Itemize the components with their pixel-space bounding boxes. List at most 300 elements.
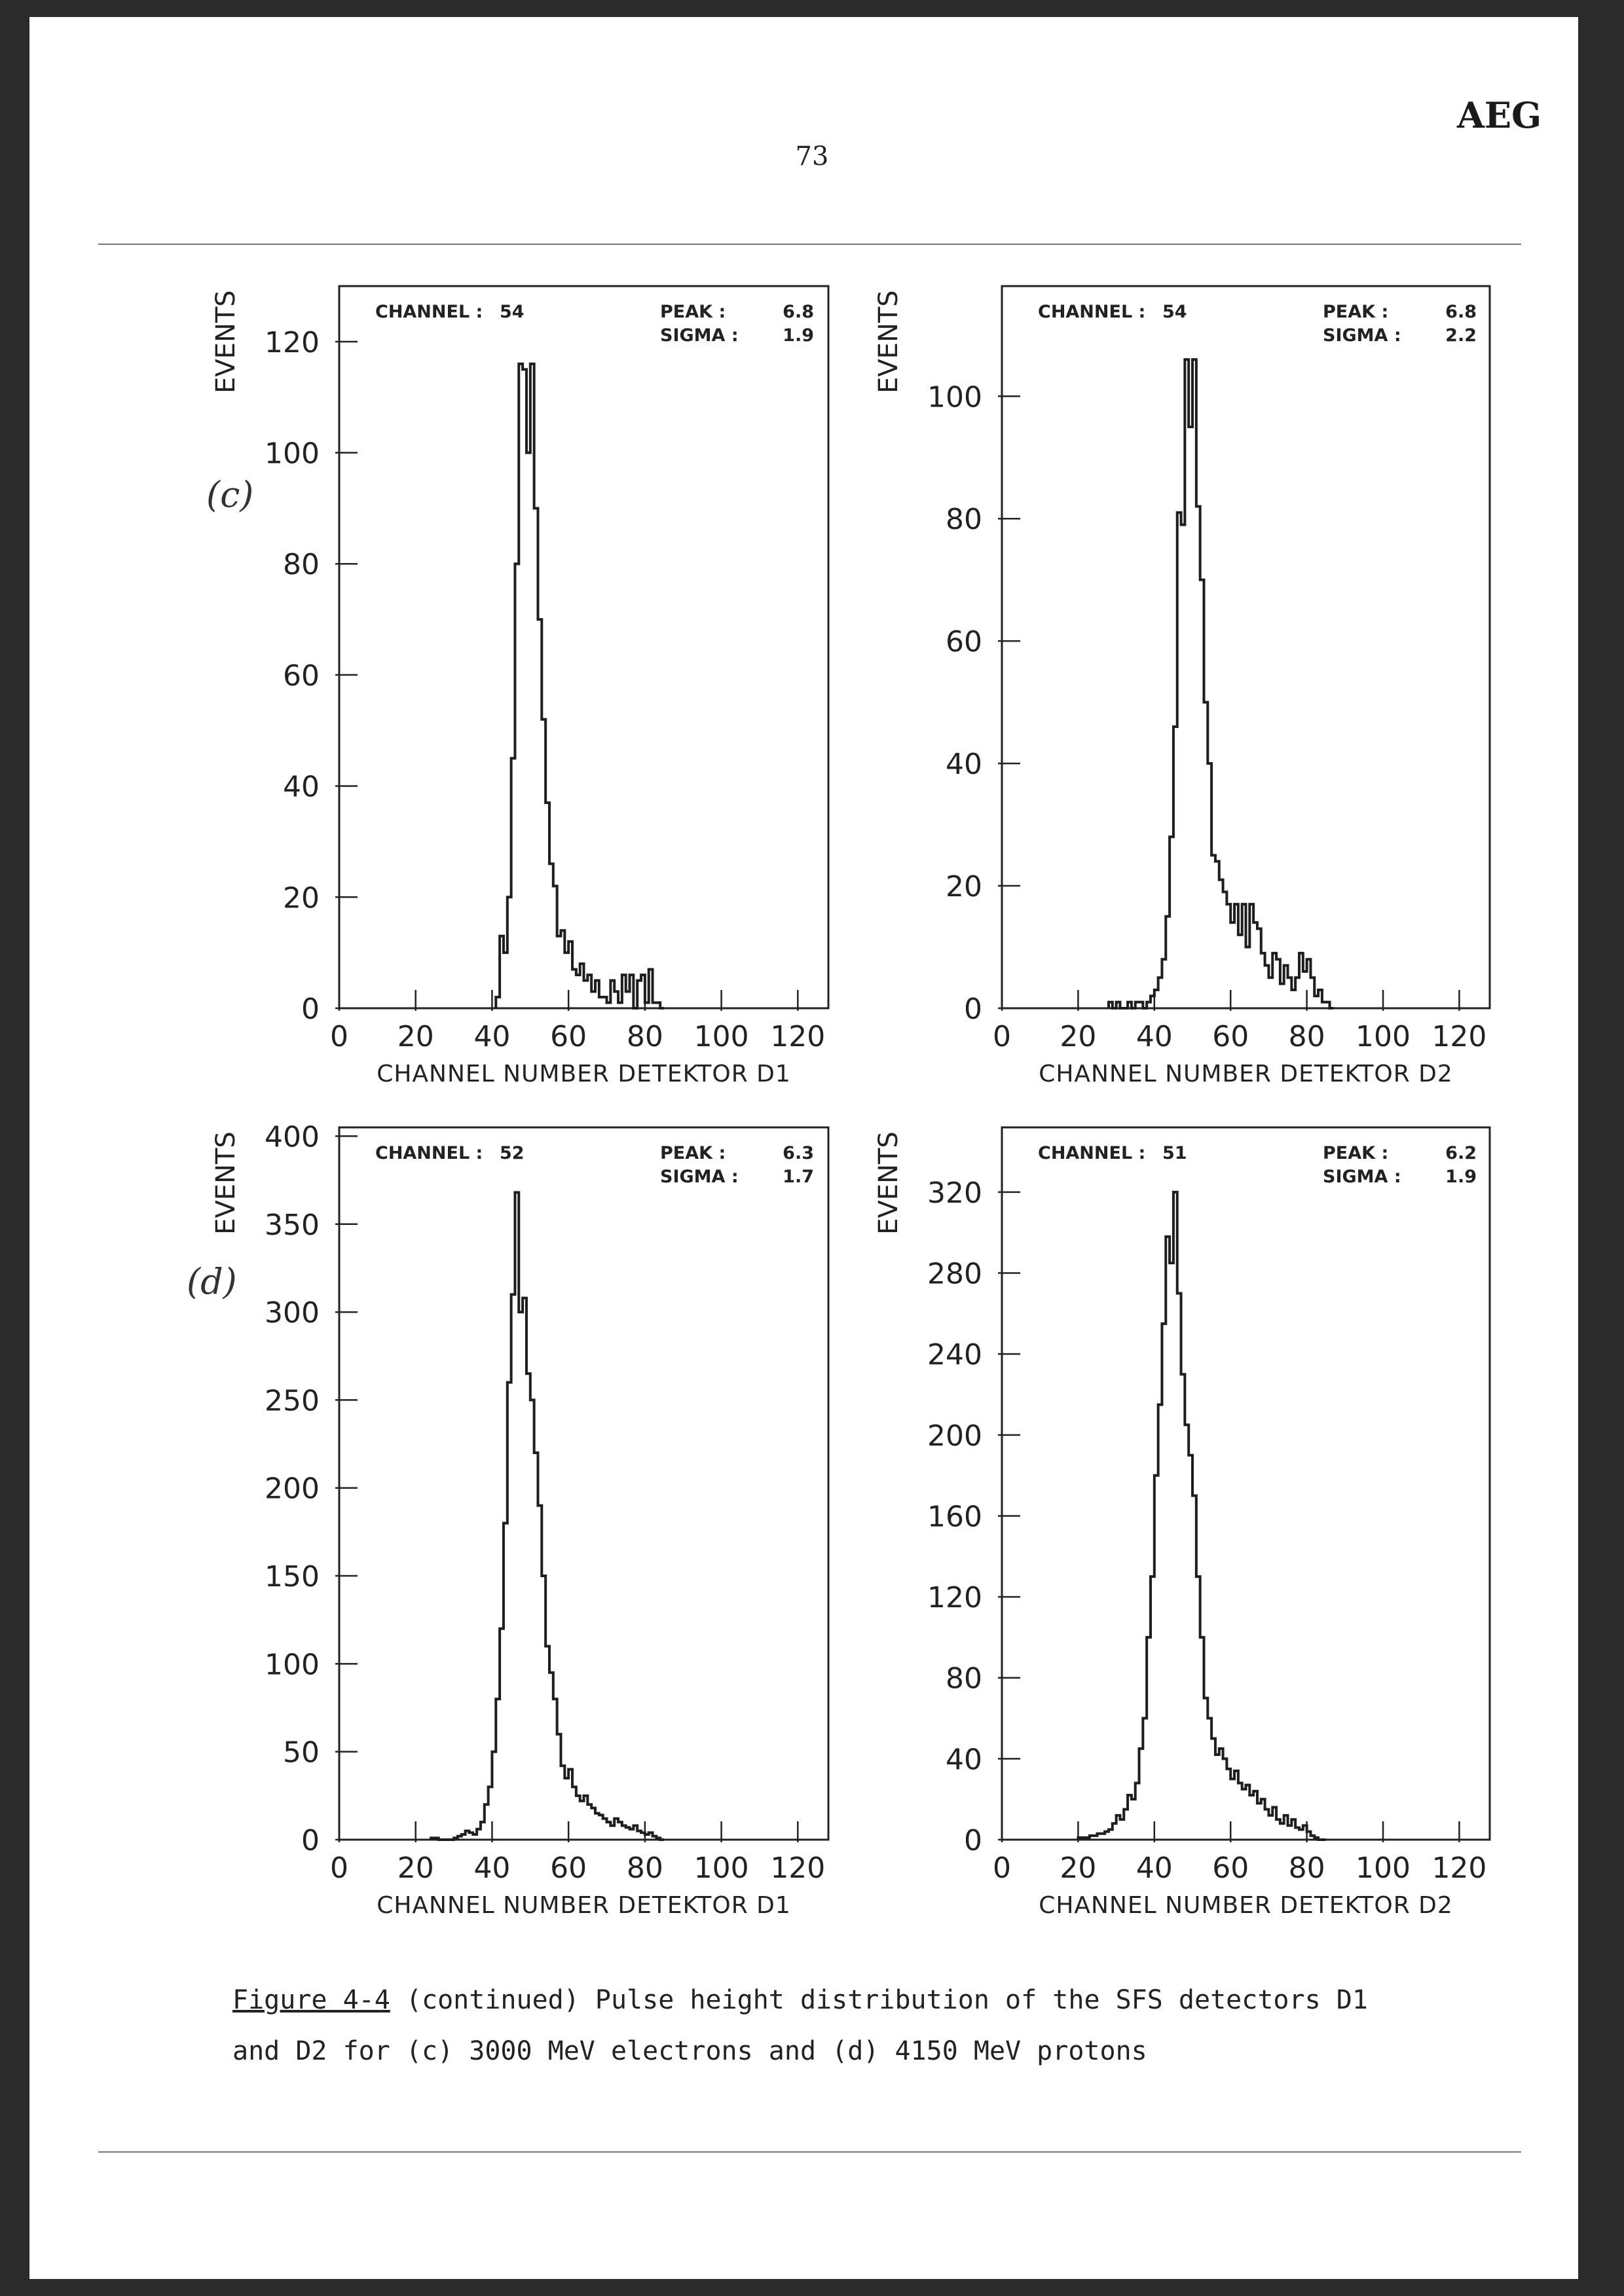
y-tick-label: 0 (301, 993, 320, 1026)
stat-peak-value: 6.8 (783, 302, 814, 322)
histogram-bin (1120, 1819, 1124, 1840)
histogram-bin (1181, 525, 1185, 1008)
histogram-bin (469, 1832, 473, 1840)
histogram-bin (523, 1298, 526, 1840)
histogram-bin (477, 1829, 481, 1840)
histogram-bin (1162, 1324, 1166, 1840)
x-tick-label: 120 (770, 1851, 826, 1885)
histogram-bin (530, 1400, 534, 1840)
histogram-bin (1219, 880, 1223, 1008)
y-axis-label: EVENTS (211, 290, 241, 393)
histogram-bin (610, 981, 614, 1008)
y-tick-label: 280 (927, 1257, 982, 1291)
x-tick-label: 120 (1431, 1020, 1487, 1053)
histogram-bin (1272, 953, 1276, 1008)
histogram-panel (874, 286, 1490, 1087)
histogram-bin (553, 1699, 557, 1840)
histogram-bin (630, 1829, 634, 1840)
figure-reference: Figure 4-4 (232, 1985, 390, 2015)
stat-channel-value: 54 (1162, 302, 1187, 322)
stat-peak-label: PEAK : (660, 1143, 726, 1163)
histogram-bin (1272, 1808, 1276, 1840)
stat-peak-label: PEAK : (660, 302, 726, 322)
histogram-bin (1147, 1637, 1151, 1840)
histogram-bin (545, 1646, 549, 1840)
histogram-bin (1261, 953, 1265, 1008)
histogram-bin (507, 897, 511, 1008)
y-tick-label: 240 (927, 1338, 982, 1372)
y-tick-label: 50 (283, 1736, 320, 1770)
histogram-bin (587, 1804, 591, 1840)
stat-sigma-label: SIGMA : (1323, 325, 1401, 346)
histogram-bin (1322, 1002, 1326, 1008)
histogram-bin (1082, 1838, 1086, 1840)
histogram-bin (622, 1826, 626, 1840)
histogram-bin (633, 1826, 637, 1840)
y-tick-label: 200 (265, 1472, 320, 1506)
histogram-bin (492, 1752, 496, 1840)
histogram-bin (1211, 1738, 1215, 1840)
stat-sigma-label: SIGMA : (1323, 1167, 1401, 1187)
y-tick-label: 20 (283, 881, 320, 915)
histogram-bin (511, 758, 515, 1008)
histogram-bin (519, 364, 523, 1008)
x-tick-label: 0 (330, 1851, 348, 1885)
histogram-bin (496, 1699, 500, 1840)
y-tick-label: 0 (964, 1824, 982, 1857)
histogram-bin (1238, 1783, 1242, 1840)
histogram-bin (489, 1787, 492, 1840)
histogram-bin (1181, 1374, 1185, 1840)
histogram-bin (1230, 922, 1234, 1008)
histogram-bin (504, 953, 507, 1008)
histogram-bin (1204, 702, 1208, 1008)
histogram-bin (603, 997, 607, 1008)
histogram-bin (1154, 990, 1158, 1008)
histogram-bin (1135, 1002, 1139, 1008)
histogram-bin (1177, 513, 1181, 1008)
histogram-bin (515, 1192, 519, 1840)
histogram-bin (599, 997, 603, 1008)
x-tick-label: 100 (1356, 1851, 1411, 1885)
histogram-bin (545, 803, 549, 1008)
x-tick-label: 40 (1135, 1020, 1173, 1053)
histogram-bin (607, 1822, 611, 1840)
histogram-bin (1280, 984, 1284, 1008)
stat-sigma-label: SIGMA : (660, 1167, 739, 1187)
histogram-bin (645, 1834, 649, 1840)
histogram-bin (1234, 904, 1238, 1008)
histogram-bin (519, 1312, 523, 1840)
histogram-bin (1268, 1815, 1272, 1840)
histogram-bin (626, 992, 630, 1008)
histogram-bin (1288, 977, 1292, 1008)
histogram-bin (1116, 1815, 1120, 1840)
histogram-bin (1223, 1758, 1227, 1840)
x-tick-label: 80 (1288, 1020, 1325, 1053)
y-tick-label: 0 (301, 1824, 320, 1857)
x-axis-label: CHANNEL NUMBER DETEKTOR D1 (377, 1061, 791, 1087)
histogram-bin (1196, 507, 1200, 1008)
y-tick-label: 40 (946, 1743, 982, 1777)
histogram-bin (1318, 990, 1322, 1008)
histogram-panel (211, 1120, 828, 1919)
stat-peak-value: 6.8 (1445, 302, 1477, 322)
histogram-bin (1249, 904, 1253, 1008)
histogram-bin (1303, 1825, 1307, 1840)
plot-frame (339, 1127, 828, 1840)
caption-line-2: and D2 for (c) 3000 MeV electrons and (d) 4150 MeV protons (232, 2036, 1147, 2066)
histogram-bin (1101, 1834, 1105, 1840)
y-tick-label: 80 (946, 1662, 982, 1696)
y-tick-label: 120 (927, 1581, 982, 1615)
handwritten-label-d: (d) (187, 1261, 237, 1302)
histogram-bin (1143, 1719, 1147, 1840)
y-tick-label: 400 (265, 1120, 320, 1154)
histogram-bin (630, 975, 634, 1008)
histogram-bin (584, 1796, 588, 1840)
histogram-bin (1215, 1755, 1219, 1840)
stat-channel-label: CHANNEL : (1038, 302, 1146, 322)
histogram-bin (466, 1831, 470, 1840)
stat-sigma-value: 2.2 (1445, 325, 1477, 346)
histogram-bin (580, 1801, 584, 1840)
histogram-bin (1208, 763, 1211, 1008)
histogram-bin (1265, 1810, 1269, 1840)
stat-sigma-value: 1.9 (1445, 1167, 1477, 1187)
x-tick-label: 80 (626, 1851, 663, 1885)
histogram-bin (576, 975, 580, 1008)
histogram-bin (587, 975, 591, 1008)
stat-channel-value: 52 (500, 1143, 525, 1163)
histogram-bin (1128, 1002, 1132, 1008)
histogram-bin (496, 997, 500, 1008)
company-logo: AEG (1457, 94, 1542, 136)
histogram-bin (610, 1826, 614, 1840)
histogram-bin (431, 1838, 435, 1840)
histogram-bin (637, 1831, 641, 1840)
plot-frame (339, 286, 828, 1008)
x-tick-label: 60 (1212, 1851, 1249, 1885)
histogram-bin (549, 864, 553, 1008)
histogram-bin (568, 941, 572, 1008)
histogram-bin (538, 1506, 542, 1840)
stat-peak-label: PEAK : (1323, 1143, 1389, 1163)
histogram-bin (572, 970, 576, 1008)
histogram-bin (1200, 1637, 1204, 1840)
histogram-bin (1310, 977, 1314, 1008)
y-tick-label: 80 (283, 548, 320, 582)
x-tick-label: 120 (1431, 1851, 1487, 1885)
y-tick-label: 320 (927, 1176, 982, 1210)
histogram-bin (607, 1003, 611, 1008)
histogram-bin (435, 1838, 439, 1840)
histogram-bin (1094, 1836, 1098, 1840)
histogram-bin (1227, 1769, 1230, 1840)
histogram-bin (1170, 1263, 1173, 1840)
histogram-bin (1116, 1002, 1120, 1008)
histogram-bin (526, 453, 530, 1008)
histogram-bin (1090, 1836, 1094, 1840)
x-tick-label: 60 (550, 1020, 587, 1053)
y-tick-label: 250 (265, 1384, 320, 1418)
y-tick-label: 300 (265, 1296, 320, 1330)
x-tick-label: 20 (1060, 1020, 1097, 1053)
histogram-bin (1307, 959, 1311, 1008)
histogram-bin (500, 936, 504, 1008)
y-tick-label: 100 (265, 437, 320, 471)
histogram-bin (1242, 904, 1246, 1008)
histogram-bin (1291, 990, 1295, 1008)
histogram-bin (584, 981, 588, 1008)
histogram-panel (211, 286, 828, 1087)
page-number: 73 (795, 141, 829, 172)
y-tick-label: 150 (265, 1560, 320, 1594)
histogram-bin (507, 1383, 511, 1840)
histogram-bin (641, 975, 645, 1008)
histogram-bin (1257, 1803, 1261, 1840)
histogram-bin (1314, 996, 1318, 1008)
histogram-bin (1246, 947, 1250, 1008)
stat-channel-label: CHANNEL : (1038, 1143, 1146, 1163)
histogram-bin (1284, 966, 1288, 1008)
stat-peak-label: PEAK : (1323, 302, 1389, 322)
stat-peak-value: 6.3 (783, 1143, 814, 1163)
histogram-bin (1219, 1749, 1223, 1840)
stat-sigma-value: 1.9 (783, 325, 814, 346)
x-tick-label: 40 (1135, 1851, 1173, 1885)
histogram-bin (1189, 1455, 1192, 1840)
histogram-bin (649, 970, 653, 1008)
histogram-bin (1158, 1404, 1162, 1840)
histogram-bin (1166, 917, 1170, 1008)
histogram-bin (1249, 1795, 1253, 1840)
x-tick-label: 20 (1060, 1851, 1097, 1885)
histogram-bin (1105, 1832, 1109, 1840)
histogram-bin (1208, 1719, 1211, 1840)
histogram-bin (1215, 862, 1219, 1008)
histogram-bin (1086, 1838, 1090, 1840)
y-axis-label: EVENTS (874, 290, 904, 393)
histogram-bin (653, 1836, 657, 1840)
histogram-bin (454, 1838, 458, 1840)
histogram-bin (576, 1796, 580, 1840)
histogram-bin (618, 1822, 622, 1840)
x-tick-label: 20 (397, 1020, 434, 1053)
y-tick-label: 100 (265, 1648, 320, 1682)
x-tick-label: 100 (693, 1020, 749, 1053)
histogram-bin (614, 992, 618, 1008)
histogram-bin (1230, 1779, 1234, 1840)
histogram-bin (1170, 837, 1173, 1008)
histogram-bin (561, 930, 564, 1008)
histogram-bin (1257, 928, 1261, 1008)
histogram-bin (1276, 959, 1280, 1008)
histogram-bin (1128, 1795, 1132, 1840)
x-tick-label: 60 (1212, 1020, 1249, 1053)
histogram-bin (599, 1815, 603, 1840)
histogram-bin (1261, 1799, 1265, 1840)
stat-channel-value: 51 (1162, 1143, 1187, 1163)
y-tick-label: 80 (946, 503, 982, 537)
histogram-bin (580, 964, 584, 1008)
histogram-bin (1098, 1834, 1101, 1840)
histogram-bin (1253, 922, 1257, 1008)
histogram-bin (1268, 977, 1272, 1008)
histogram-bin (557, 1734, 561, 1840)
x-tick-label: 60 (550, 1851, 587, 1885)
x-tick-label: 40 (473, 1020, 511, 1053)
x-tick-label: 100 (693, 1851, 749, 1885)
histogram-bin (557, 936, 561, 1008)
y-axis-label: EVENTS (211, 1131, 241, 1235)
x-tick-label: 80 (626, 1020, 663, 1053)
histogram-bin (504, 1523, 507, 1840)
histogram-bin (641, 1832, 645, 1840)
histogram-bin (1192, 1496, 1196, 1840)
histogram-bin (553, 886, 557, 1008)
x-tick-label: 0 (330, 1020, 348, 1053)
histogram-bin (614, 1819, 618, 1840)
histogram-bin (1185, 359, 1189, 1008)
histogram-bin (530, 364, 534, 1008)
histogram-bin (1109, 1002, 1113, 1008)
histogram-bin (1276, 1819, 1280, 1840)
histogram-bin (1109, 1830, 1113, 1840)
histogram-bin (656, 1003, 660, 1008)
x-axis-label: CHANNEL NUMBER DETEKTOR D2 (1039, 1892, 1453, 1919)
stat-channel-label: CHANNEL : (375, 1143, 483, 1163)
stat-peak-value: 6.2 (1445, 1143, 1477, 1163)
histogram-bin (645, 1003, 649, 1008)
histogram-bin (656, 1838, 660, 1840)
histogram-bin (564, 953, 568, 1008)
histogram-bin (542, 720, 545, 1008)
histogram-bin (595, 981, 599, 1008)
histogram-bin (523, 369, 526, 1008)
histogram-bin (1204, 1698, 1208, 1840)
histogram-bin (481, 1822, 485, 1840)
histogram-bin (649, 1832, 653, 1840)
histogram-bin (1326, 1002, 1330, 1008)
histogram-bin (1288, 1825, 1292, 1840)
histogram-bin (1303, 972, 1307, 1008)
y-tick-label: 100 (927, 380, 982, 414)
histogram-bin (485, 1804, 489, 1840)
histogram-bin (1132, 1799, 1135, 1840)
histogram-bin (626, 1827, 630, 1840)
x-axis-label: CHANNEL NUMBER DETEKTOR D1 (377, 1892, 791, 1919)
caption-line-1: (continued) Pulse height distribution of the SFS detectors D1 (390, 1985, 1368, 2015)
y-tick-label: 350 (265, 1208, 320, 1242)
stat-sigma-value: 1.7 (783, 1167, 814, 1187)
histogram-bin (564, 1778, 568, 1840)
stat-sigma-label: SIGMA : (660, 325, 739, 346)
histogram-bin (1135, 1783, 1139, 1840)
x-tick-label: 120 (770, 1020, 826, 1053)
y-tick-label: 120 (265, 325, 320, 359)
y-tick-label: 60 (946, 625, 982, 659)
histogram-bin (1151, 1576, 1154, 1840)
y-axis-label: EVENTS (874, 1131, 904, 1235)
histogram-bin (1192, 359, 1196, 1008)
stat-channel-label: CHANNEL : (375, 302, 483, 322)
histogram-bin (653, 1003, 657, 1008)
histogram-bin (515, 564, 519, 1008)
histogram-bin (1162, 959, 1166, 1008)
y-tick-label: 60 (283, 659, 320, 693)
histogram-bin (542, 1576, 545, 1840)
histogram-bin (568, 1770, 572, 1840)
histogram-bin (603, 1819, 607, 1840)
histogram-bin (1158, 977, 1162, 1008)
y-tick-label: 0 (964, 993, 982, 1026)
histogram-bin (1151, 996, 1154, 1008)
x-tick-label: 100 (1356, 1020, 1411, 1053)
histogram-bin (1139, 1749, 1143, 1840)
histogram-bin (1185, 1425, 1189, 1840)
histogram-bin (1124, 1810, 1128, 1840)
x-tick-label: 20 (397, 1851, 434, 1885)
histogram-bin (1295, 1827, 1299, 1840)
histogram-bin (622, 975, 626, 1008)
y-tick-label: 200 (927, 1419, 982, 1453)
histogram-bin (572, 1787, 576, 1840)
histogram-bin (500, 1629, 504, 1840)
histogram-bin (1189, 427, 1192, 1008)
histogram-bin (1295, 977, 1299, 1008)
x-axis-label: CHANNEL NUMBER DETEKTOR D2 (1039, 1061, 1453, 1087)
stat-channel-value: 54 (500, 302, 525, 322)
histogram-bin (1291, 1819, 1295, 1840)
histogram-bin (618, 1003, 622, 1008)
histogram-bin (1314, 1838, 1318, 1840)
histogram-bin (1246, 1785, 1250, 1840)
histogram-bin (1253, 1791, 1257, 1840)
histogram-bin (1227, 904, 1230, 1008)
plot-frame (1002, 286, 1490, 1008)
histogram-bin (538, 619, 542, 1008)
histogram-panel (874, 1127, 1490, 1919)
x-tick-label: 80 (1288, 1851, 1325, 1885)
histogram-bin (1299, 953, 1303, 1008)
histogram-bin (1310, 1836, 1314, 1840)
histogram-bin (1147, 1002, 1151, 1008)
histogram-bin (1139, 1002, 1143, 1008)
plot-frame (1002, 1127, 1490, 1840)
histogram-bin (1265, 966, 1269, 1008)
histogram-bin (591, 1808, 595, 1840)
histogram-bin (549, 1673, 553, 1840)
histogram-bin (1200, 580, 1204, 1008)
x-tick-label: 40 (473, 1851, 511, 1885)
histogram-bin (1166, 1237, 1170, 1840)
handwritten-label-c: (c) (206, 474, 254, 515)
histogram-bin (591, 992, 595, 1008)
histogram-bin (595, 1813, 599, 1840)
histogram-bin (1280, 1823, 1284, 1840)
histogram-bin (1211, 855, 1215, 1008)
histogram-bin (1242, 1789, 1246, 1840)
histogram-bin (462, 1834, 466, 1840)
histogram-bin (1173, 1192, 1177, 1840)
histogram-bin (1284, 1815, 1288, 1840)
histogram-bin (534, 1453, 538, 1840)
histogram-bin (1234, 1771, 1238, 1840)
x-tick-label: 0 (993, 1020, 1011, 1053)
histogram-bin (1307, 1832, 1311, 1840)
histogram-bin (1223, 892, 1227, 1008)
